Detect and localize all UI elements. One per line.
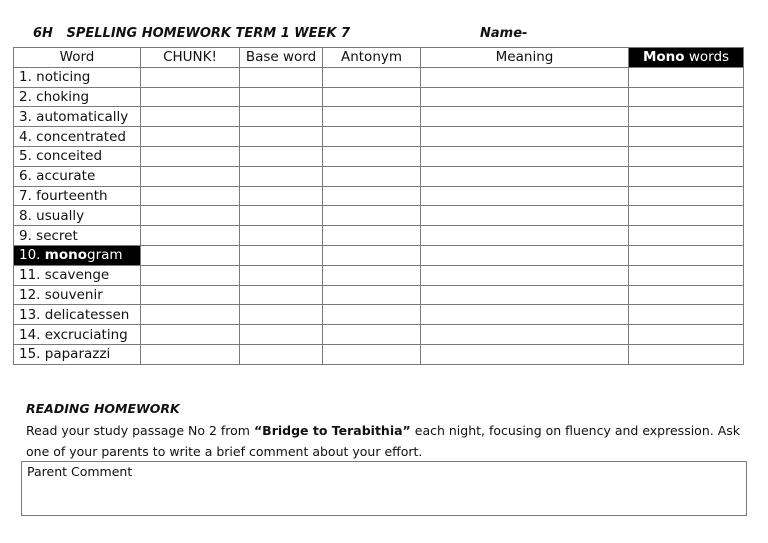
worksheet-title: 6H SPELLING HOMEWORK TERM 1 WEEK 7 bbox=[33, 26, 351, 41]
antonym-cell[interactable] bbox=[323, 245, 421, 265]
chunk-cell[interactable] bbox=[141, 107, 240, 127]
meaning-cell[interactable] bbox=[421, 344, 629, 364]
meaning-cell[interactable] bbox=[421, 245, 629, 265]
spelling-word: 14. excruciating bbox=[14, 325, 141, 345]
chunk-cell[interactable] bbox=[141, 265, 240, 285]
mono-words-cell[interactable] bbox=[629, 186, 744, 206]
column-header-base-word: Base word bbox=[240, 48, 323, 68]
spelling-word: 7. fourteenth bbox=[14, 186, 141, 206]
base-word-cell[interactable] bbox=[240, 265, 323, 285]
mono-words-cell[interactable] bbox=[629, 107, 744, 127]
chunk-cell[interactable] bbox=[141, 67, 240, 87]
base-word-cell[interactable] bbox=[240, 325, 323, 345]
spelling-word: 3. automatically bbox=[14, 107, 141, 127]
reading-instructions bbox=[26, 420, 741, 462]
column-header-antonym: Antonym bbox=[323, 48, 421, 68]
base-word-cell[interactable] bbox=[240, 344, 323, 364]
mono-words-cell[interactable] bbox=[629, 166, 744, 186]
mono-words-cell[interactable] bbox=[629, 265, 744, 285]
antonym-cell[interactable] bbox=[323, 226, 421, 246]
chunk-cell[interactable] bbox=[141, 186, 240, 206]
spelling-word bbox=[14, 245, 141, 265]
antonym-cell[interactable] bbox=[323, 206, 421, 226]
meaning-cell[interactable] bbox=[421, 186, 629, 206]
column-header-meaning: Meaning bbox=[421, 48, 629, 68]
table-header-row bbox=[14, 48, 744, 68]
meaning-cell[interactable] bbox=[421, 265, 629, 285]
base-word-cell[interactable] bbox=[240, 285, 323, 305]
antonym-cell[interactable] bbox=[323, 186, 421, 206]
mono-words-cell[interactable] bbox=[629, 325, 744, 345]
base-word-cell[interactable] bbox=[240, 107, 323, 127]
base-word-cell[interactable] bbox=[240, 166, 323, 186]
table-row bbox=[14, 325, 744, 345]
mono-words-cell[interactable] bbox=[629, 87, 744, 107]
meaning-cell[interactable] bbox=[421, 67, 629, 87]
base-word-cell[interactable] bbox=[240, 127, 323, 147]
spelling-word: 15. paparazzi bbox=[14, 344, 141, 364]
meaning-cell[interactable] bbox=[421, 285, 629, 305]
antonym-cell[interactable] bbox=[323, 127, 421, 147]
antonym-cell[interactable] bbox=[323, 67, 421, 87]
mono-bold-text: Mono bbox=[642, 49, 685, 66]
spelling-word: 5. conceited bbox=[14, 146, 141, 166]
base-word-cell[interactable] bbox=[240, 245, 323, 265]
meaning-cell[interactable] bbox=[421, 146, 629, 166]
mono-words-cell[interactable] bbox=[629, 206, 744, 226]
parent-comment-box[interactable] bbox=[21, 461, 747, 516]
meaning-cell[interactable] bbox=[421, 226, 629, 246]
mono-words-cell[interactable] bbox=[629, 344, 744, 364]
spelling-word: 1. noticing bbox=[14, 67, 141, 87]
reading-text-before: Read your study passage No 2 from bbox=[26, 423, 254, 438]
meaning-cell[interactable] bbox=[421, 127, 629, 147]
base-word-cell[interactable] bbox=[240, 186, 323, 206]
chunk-cell[interactable] bbox=[141, 285, 240, 305]
table-row bbox=[14, 67, 744, 87]
antonym-cell[interactable] bbox=[323, 344, 421, 364]
mono-words-cell[interactable] bbox=[629, 127, 744, 147]
base-word-cell[interactable] bbox=[240, 67, 323, 87]
column-header-mono-words bbox=[629, 48, 744, 68]
meaning-cell[interactable] bbox=[421, 166, 629, 186]
mono-words-cell[interactable] bbox=[629, 146, 744, 166]
table-row bbox=[14, 206, 744, 226]
antonym-cell[interactable] bbox=[323, 325, 421, 345]
chunk-cell[interactable] bbox=[141, 305, 240, 325]
base-word-cell[interactable] bbox=[240, 146, 323, 166]
mono-words-cell[interactable] bbox=[629, 245, 744, 265]
table-row bbox=[14, 107, 744, 127]
antonym-cell[interactable] bbox=[323, 107, 421, 127]
base-word-cell[interactable] bbox=[240, 226, 323, 246]
antonym-cell[interactable] bbox=[323, 265, 421, 285]
parent-comment-label: Parent Comment bbox=[27, 464, 133, 479]
spelling-table bbox=[13, 47, 744, 365]
table-row bbox=[14, 186, 744, 206]
spelling-word: 12. souvenir bbox=[14, 285, 141, 305]
base-word-cell[interactable] bbox=[240, 206, 323, 226]
meaning-cell[interactable] bbox=[421, 206, 629, 226]
chunk-cell[interactable] bbox=[141, 245, 240, 265]
table-row bbox=[14, 127, 744, 147]
word-mono-part: mono bbox=[44, 247, 87, 264]
spelling-word: 13. delicatessen bbox=[14, 305, 141, 325]
base-word-cell[interactable] bbox=[240, 305, 323, 325]
mono-words-cell[interactable] bbox=[629, 305, 744, 325]
word-prefix: 10. bbox=[19, 247, 45, 264]
reading-homework-title: READING HOMEWORK bbox=[26, 401, 180, 416]
table-row bbox=[14, 285, 744, 305]
table-row bbox=[14, 87, 744, 107]
chunk-cell[interactable] bbox=[141, 344, 240, 364]
table-row bbox=[14, 245, 744, 265]
table-row bbox=[14, 146, 744, 166]
chunk-cell[interactable] bbox=[141, 87, 240, 107]
meaning-cell[interactable] bbox=[421, 325, 629, 345]
mono-words-cell[interactable] bbox=[629, 285, 744, 305]
meaning-cell[interactable] bbox=[421, 87, 629, 107]
reading-text-after: each night, focusing on fluency and expression. Ask one of your parents to write a brief comment about your effort. bbox=[26, 423, 740, 459]
antonym-cell[interactable] bbox=[323, 87, 421, 107]
spelling-word: 4. concentrated bbox=[14, 127, 141, 147]
worksheet-header bbox=[33, 26, 733, 46]
chunk-cell[interactable] bbox=[141, 206, 240, 226]
name-label: Name- bbox=[480, 26, 528, 41]
column-header-chunk: CHUNK! bbox=[141, 48, 240, 68]
chunk-cell[interactable] bbox=[141, 226, 240, 246]
spelling-word: 9. secret bbox=[14, 226, 141, 246]
base-word-cell[interactable] bbox=[240, 87, 323, 107]
book-title: “Bridge to Terabithia” bbox=[253, 423, 411, 438]
meaning-cell[interactable] bbox=[421, 305, 629, 325]
antonym-cell[interactable] bbox=[323, 166, 421, 186]
chunk-cell[interactable] bbox=[141, 127, 240, 147]
spelling-word: 2. choking bbox=[14, 87, 141, 107]
spelling-word: 6. accurate bbox=[14, 166, 141, 186]
chunk-cell[interactable] bbox=[141, 146, 240, 166]
column-header-word: Word bbox=[14, 48, 141, 68]
meaning-cell[interactable] bbox=[421, 107, 629, 127]
table-row bbox=[14, 166, 744, 186]
antonym-cell[interactable] bbox=[323, 285, 421, 305]
mono-words-cell[interactable] bbox=[629, 67, 744, 87]
spelling-word: 8. usually bbox=[14, 206, 141, 226]
spelling-word: 11. scavenge bbox=[14, 265, 141, 285]
chunk-cell[interactable] bbox=[141, 325, 240, 345]
chunk-cell[interactable] bbox=[141, 166, 240, 186]
table-row bbox=[14, 344, 744, 364]
table-row bbox=[14, 305, 744, 325]
mono-words-cell[interactable] bbox=[629, 226, 744, 246]
table-row bbox=[14, 265, 744, 285]
table-row bbox=[14, 226, 744, 246]
antonym-cell[interactable] bbox=[323, 305, 421, 325]
word-rest-part: gram bbox=[87, 247, 123, 264]
antonym-cell[interactable] bbox=[323, 146, 421, 166]
mono-rest-text: words bbox=[684, 49, 730, 66]
